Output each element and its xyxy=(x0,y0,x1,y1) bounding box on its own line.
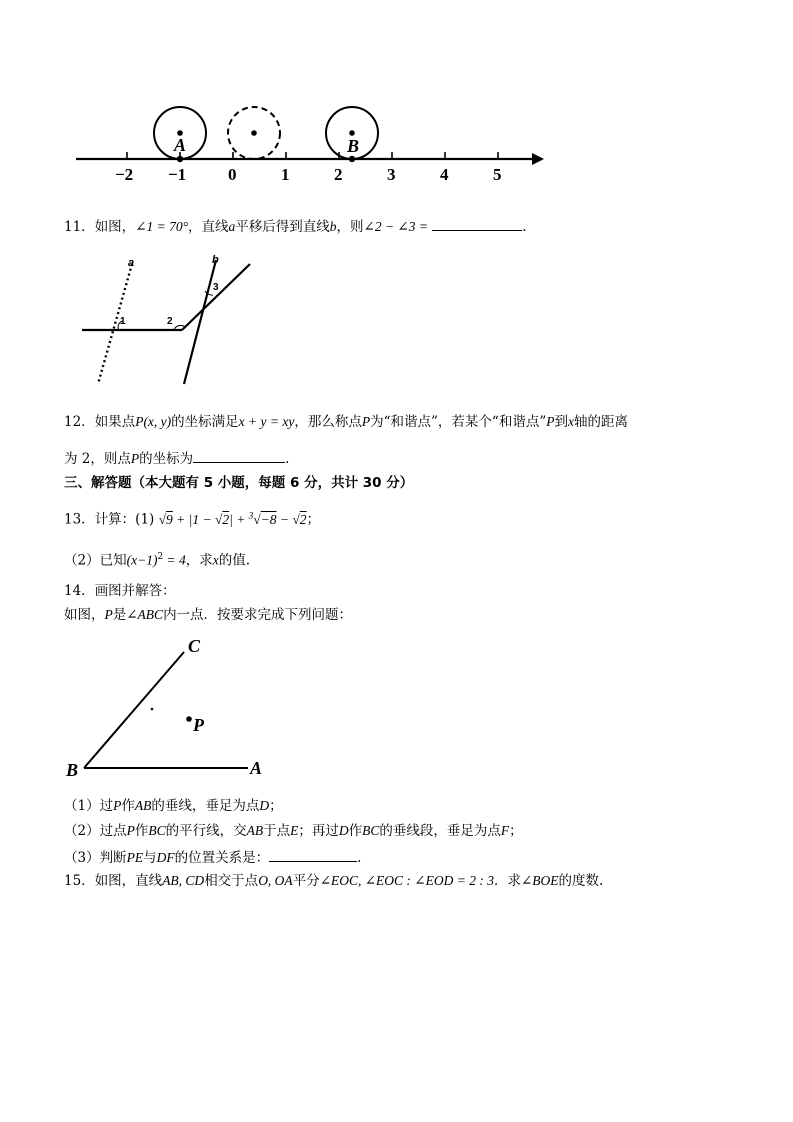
q11-answer-blank[interactable] xyxy=(432,216,522,231)
question-14-part-3 xyxy=(64,847,361,867)
q14-sym-p: P xyxy=(126,823,135,838)
q13-part2-exponent: 2 xyxy=(157,552,164,562)
q13-variable: x xyxy=(212,552,219,568)
q13-expression: √9 + |1 − √2| + $^3$√−8 − √2 xyxy=(158,510,307,527)
q13-part2-equation: = 4 xyxy=(163,552,186,568)
q15-text: 平分 xyxy=(292,873,320,889)
tick-label: 3 xyxy=(387,165,396,184)
question-12-line-1 xyxy=(64,413,628,431)
question-13-part-1 xyxy=(64,506,320,529)
q12-text: 的坐标为 xyxy=(139,451,194,467)
q14-sym-p: P xyxy=(113,798,122,813)
q13-text: 的值. xyxy=(218,552,251,569)
q14-text: （2）过点 xyxy=(64,823,127,839)
q14-text: . xyxy=(357,850,362,866)
q15-angle-boe: ∠BOE xyxy=(520,873,559,888)
question-14-part-1 xyxy=(64,797,283,815)
q14-sym-ab: AB xyxy=(134,798,152,813)
q11-number: 11． xyxy=(64,219,95,235)
point-a-label: A xyxy=(174,135,187,155)
q12-text: 为“和谐点”，若某个“和谐点” xyxy=(370,414,547,430)
q11-text: ，则 xyxy=(336,219,364,235)
q14-sym-bc: BC xyxy=(148,823,166,838)
q12-text: 轴的距离 xyxy=(573,414,628,430)
transversal-line xyxy=(182,264,250,330)
q11-line-b: b xyxy=(329,219,337,234)
ray-bc xyxy=(84,652,184,768)
q12-text: 到 xyxy=(554,414,568,430)
q12-answer-blank[interactable] xyxy=(193,448,285,463)
q13-number: 13． xyxy=(64,511,95,528)
point-b-label: B xyxy=(347,136,360,156)
q15-points: O, OA xyxy=(258,873,293,888)
label-2: 2 xyxy=(167,316,173,327)
q15-text: ．求 xyxy=(493,873,521,889)
q14-angle: ∠ABC xyxy=(126,607,164,622)
q14-text: 与 xyxy=(143,850,157,866)
section-3-title: 三、解答题（本大题有 5 小题，每题 6 分，共计 30 分） xyxy=(64,475,414,491)
question-15 xyxy=(64,872,603,890)
label-1: 1 xyxy=(120,316,126,327)
q15-lines: AB, CD xyxy=(162,873,205,888)
q13-text: ，求 xyxy=(185,552,213,569)
q13-text: 计算：(1) xyxy=(94,511,155,528)
q14-text: 作 xyxy=(121,798,135,814)
q12-text: 的坐标满足 xyxy=(171,414,239,430)
q12-text: 如果点 xyxy=(94,414,136,430)
q14-text: 的位置关系是： xyxy=(174,850,270,866)
q13-end: ； xyxy=(306,511,321,528)
question-14-part-2 xyxy=(64,822,523,840)
q14-sym-d: D xyxy=(259,798,270,813)
q12-text: ，那么称点 xyxy=(294,414,362,430)
small-dot xyxy=(151,708,154,711)
q14-answer-blank[interactable] xyxy=(269,847,357,862)
question-13-part-2 xyxy=(64,548,250,570)
question-11 xyxy=(64,216,527,236)
q11-expression: ∠2 − ∠3 = xyxy=(363,219,428,234)
q12-coords: (x, y) xyxy=(143,414,172,429)
q15-text: 相交于点 xyxy=(204,873,259,889)
q14-text: 内一点．按要求完成下列问题： xyxy=(163,607,353,623)
label-b: B xyxy=(66,760,79,780)
q14-title-text: 画图并解答： xyxy=(94,583,176,599)
tick-label: 4 xyxy=(440,165,449,184)
q12-equation: x + y = xy xyxy=(238,414,295,429)
q13-text: （2）已知 xyxy=(64,552,127,569)
q14-text: ；再过 xyxy=(298,823,339,839)
q12-end: . xyxy=(285,451,290,467)
label-a: A xyxy=(250,758,263,778)
tick-label: 5 xyxy=(493,165,502,184)
question-14-intro xyxy=(64,606,352,624)
q15-number: 15． xyxy=(64,873,95,889)
tick-label: 2 xyxy=(334,165,343,184)
q14-text: 的垂线，垂足为点 xyxy=(151,798,260,814)
q14-sym-df: DF xyxy=(156,850,175,865)
q11-line-a: a xyxy=(228,219,236,234)
tick-label: 0 xyxy=(228,165,237,184)
label-3: 3 xyxy=(213,282,219,293)
q14-angle-figure xyxy=(60,630,280,785)
q14-sym-e: E xyxy=(290,823,299,838)
q12-point: P xyxy=(361,414,371,429)
tick-label: 1 xyxy=(281,165,290,184)
q11-text: ，直线 xyxy=(188,219,229,235)
q15-angles: ∠EOC, ∠EOC : ∠EOD = 2 : 3 xyxy=(319,873,494,888)
q13-radicand: 9 xyxy=(166,511,173,527)
q11-text: 平移后得到直线 xyxy=(235,219,330,235)
q11-text: 如图， xyxy=(94,219,136,235)
tick-label: −1 xyxy=(168,165,187,184)
point-p-dot xyxy=(186,716,192,722)
q14-text: （3）判断 xyxy=(64,850,127,866)
q14-text: 的平行线，交 xyxy=(165,823,247,839)
number-line-figure xyxy=(60,95,560,195)
q11-end: . xyxy=(522,219,527,235)
q15-text: 的度数. xyxy=(558,873,604,889)
q13-radicand: −8 xyxy=(260,511,277,527)
label-p: P xyxy=(193,715,204,735)
center-dot-dashed xyxy=(251,130,257,136)
q12-point: P xyxy=(135,414,144,429)
q12-number: 12． xyxy=(64,414,95,430)
q14-sym-pe: PE xyxy=(126,850,144,865)
q14-point-p: P xyxy=(104,607,113,622)
q15-text: 如图，直线 xyxy=(94,873,163,889)
q13-radicand: 2 xyxy=(222,511,230,527)
q12-point: P xyxy=(130,451,140,466)
label-b: b xyxy=(212,254,219,266)
q14-sym-bc: BC xyxy=(362,823,380,838)
q14-text: 如图， xyxy=(64,607,105,623)
q14-sym-ab: AB xyxy=(246,823,264,838)
tick-label: −2 xyxy=(115,165,134,184)
q14-text: （1）过 xyxy=(64,798,114,814)
q12-text: 为 2，则点 xyxy=(64,451,131,467)
q13-part2-expression: (x−1) xyxy=(126,552,158,568)
label-c: C xyxy=(188,636,201,656)
q12-axis: x xyxy=(567,414,574,429)
q11-parallel-lines-figure xyxy=(70,250,260,390)
q14-text: 作 xyxy=(348,823,363,839)
label-a: a xyxy=(128,257,135,269)
question-14-title xyxy=(64,582,176,600)
q14-number: 14． xyxy=(64,583,95,599)
q13-radicand: 2 xyxy=(299,511,307,527)
point-a-dot xyxy=(177,156,183,162)
center-dot-b xyxy=(349,130,355,136)
q14-text: 的垂线段，垂足为点 xyxy=(379,823,501,839)
q14-text: ； xyxy=(269,798,283,814)
q14-sym-d: D xyxy=(338,823,349,838)
q14-sym-f: F xyxy=(500,823,510,838)
q14-text: 于点 xyxy=(263,823,291,839)
question-12-line-2 xyxy=(64,448,289,468)
q11-angle1: ∠1 = 70° xyxy=(135,219,189,234)
q14-text: 作 xyxy=(134,823,149,839)
q14-text: ； xyxy=(509,823,523,839)
q12-point: P xyxy=(546,414,555,429)
point-b-dot xyxy=(349,156,355,162)
number-line-arrow xyxy=(532,153,544,165)
line-a-dotted xyxy=(98,264,132,384)
q14-text: 是 xyxy=(112,607,127,623)
